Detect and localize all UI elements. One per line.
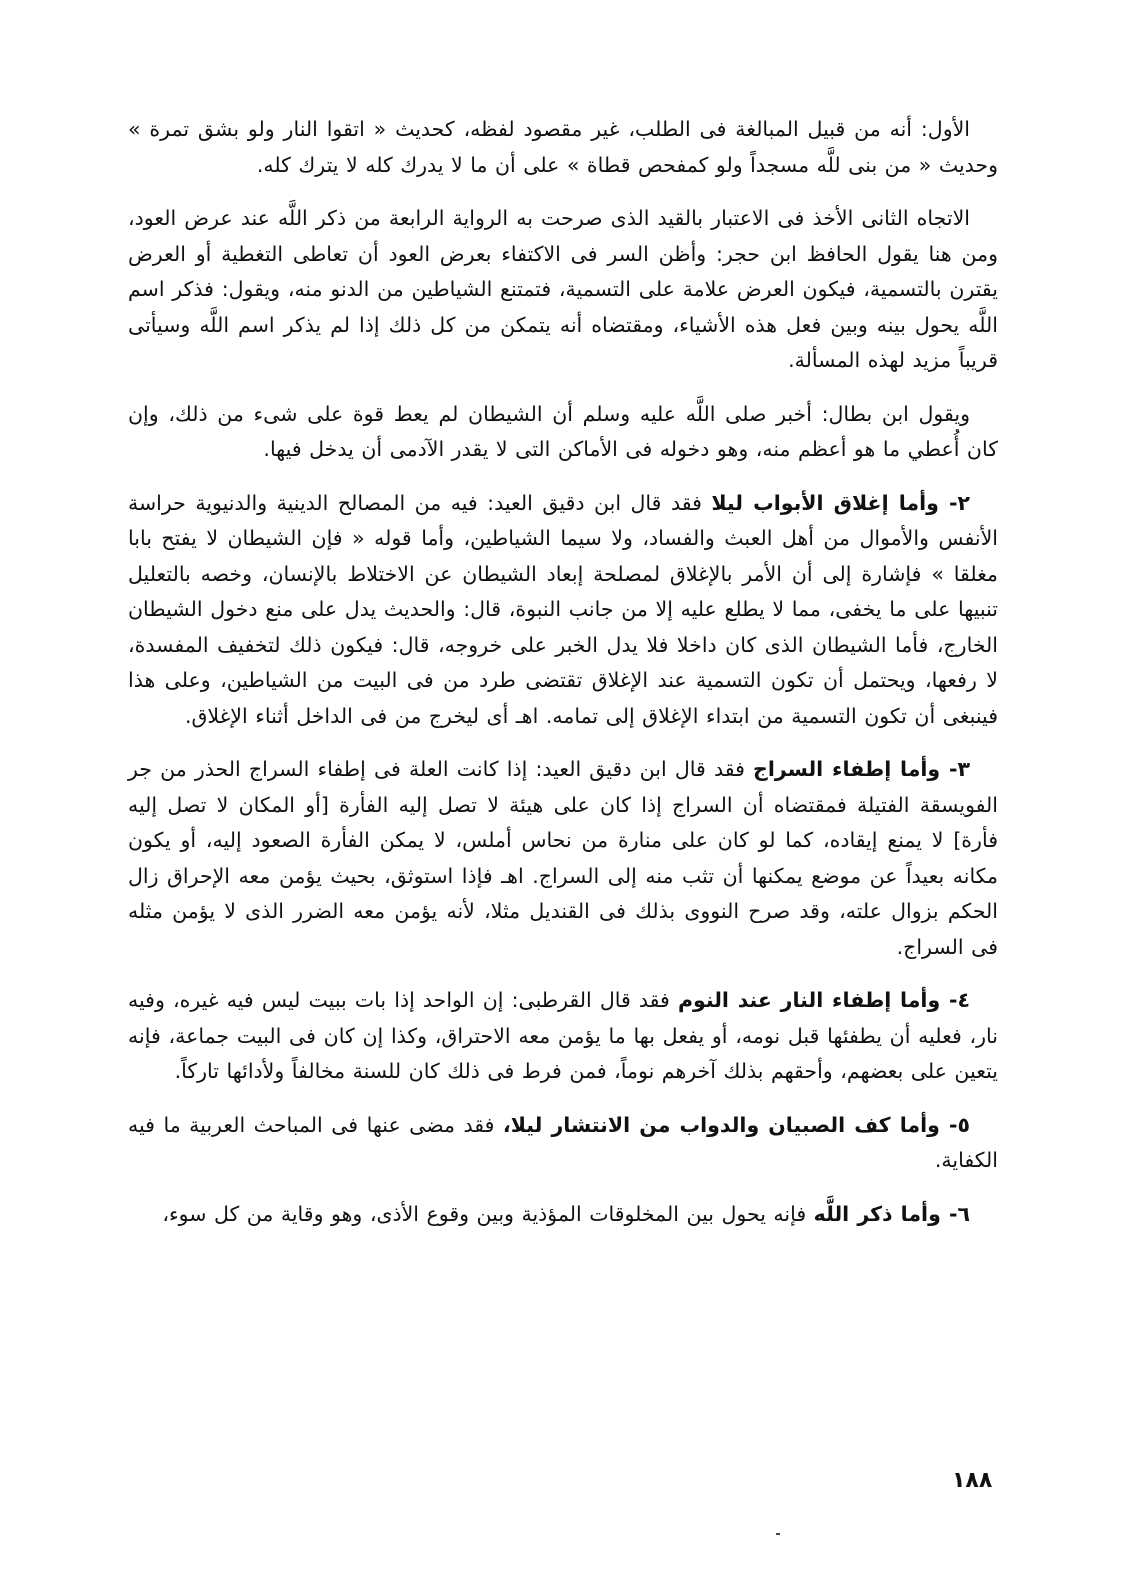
paragraph-item-2-closing-doors [128, 486, 998, 735]
item-heading: ٣- وأما إطفاء السراج [753, 757, 970, 781]
item-heading: ٢- وأما إغلاق الأبواب ليلا [711, 490, 970, 515]
scan-artifact [776, 1533, 780, 1535]
book-page-body [128, 112, 998, 1250]
paragraph-text: فقد مضى عنها فى المباحث العربية ما فيه الكفاية. [128, 1112, 998, 1172]
page-number: ١٨٨ [952, 1468, 993, 1493]
paragraph-text: ويقول ابن بطال: أخبر صلى اللَّه عليه وسلم أن الشيطان لم يعط قوة على شىء من ذلك، وإن كان أُعطي ما هو أعظم منه، وهو دخوله فى الأماكن التى لا يقدر الآدمى أن يدخل فيها. [128, 401, 998, 461]
paragraph-item-3-lamp [128, 752, 998, 965]
item-heading: ٤- وأما إطفاء النار عند النوم [677, 988, 970, 1012]
paragraph-first-view [128, 112, 998, 183]
paragraph-item-4-fire [128, 983, 998, 1090]
paragraph-text: الاتجاه الثانى الأخذ فى الاعتبار بالقيد الذى صرحت به الرواية الرابعة من ذكر اللَّه عند عرض العود، ومن هنا يقول الحافظ ابن حجر: وأظن السر فى الاكتفاء بعرض العود أن تعاطى التغطية أو العرض يقترن بالتسمية، فيكون العرض علامة على التسمية، فتمتنع الشياطين من الدنو منه، ويقول: فذكر اسم اللَّه يحول بينه وبين فعل هذه الأشياء، ومقتضاه أنه يتمكن من كل ذلك إذا لم يذكر اسم اللَّه وسيأتى قريباً مزيد لهذه المسألة. [128, 206, 998, 372]
paragraph-text: فقد قال ابن دقيق العيد: إذا كانت العلة فى إطفاء السراج الحذر من جر الفويسقة الفتيلة فمقتضاه أن السراج إذا كان على هيئة لا تصل إليه الفأرة [أو المكان لا تصل إليه فأرة] لا يمنع إيقاده، كما لو كان على منارة من نحاس أملس، لا يمكن الفأرة الصعود إليه، أو يكون مكانه بعيداً عن موضع يمكنها أن تثب منه إلى السراج. اهـ فإذا استوثق، بحيث يؤمن معه الإحراق زال الحكم بزوال علته، وقد صرح النووى بذلك فى القنديل مثلا، لأنه يؤمن معه الضرر الذى لا يؤمن مثله فى السراج. [128, 757, 998, 959]
paragraph-ibn-battal [128, 397, 998, 468]
paragraph-item-5-children [128, 1108, 998, 1179]
paragraph-text: فقد قال ابن دقيق العيد: فيه من المصالح الدينية والدنيوية حراسة الأنفس والأموال من أهل العبث والفساد، ولا سيما الشياطين، وأما قوله « فإن الشيطان لا يفتح بابا مغلقا » فإشارة إلى أن الأمر بالإغلاق لمصلحة إبعاد الشيطان عن الاختلاط بالإنسان، وخصه بالتعليل تنبيها على ما يخفى، مما لا يطلع عليه إلا من جانب النبوة، قال: والحديث يدل على منع دخول الشيطان الخارج، فأما الشيطان الذى كان داخلا فلا يدل الخبر على خروجه، قال: فيكون ذلك لتخفيف المفسدة، لا رفعها، ويحتمل أن تكون التسمية عند الإغلاق تقتضى طرد من فى البيت من الشياطين، وعلى هذا فينبغى أن تكون التسمية من ابتداء الإغلاق إلى تمامه. اهـ أى ليخرج من فى الداخل أثناء الإغلاق. [128, 490, 998, 728]
paragraph-item-6-remembrance [128, 1197, 998, 1233]
paragraph-second-view [128, 201, 998, 379]
paragraph-text: الأول: أنه من قبيل المبالغة فى الطلب، غير مقصود لفظه، كحديث « اتقوا النار ولو بشق تمرة » وحديث « من بنى للَّه مسجداً ولو كمفحص قطاة » على أن ما لا يدرك كله لا يترك كله. [128, 117, 998, 177]
paragraph-text: فقد قال القرطبى: إن الواحد إذا بات ببيت ليس فيه غيره، وفيه نار، فعليه أن يطفئها قبل نومه، أو يفعل بها ما يؤمن معه الاحتراق، وكذا إن كان فى البيت جماعة، فإنه يتعين على بعضهم، وأحقهم بذلك آخرهم نوماً، فمن فرط فى ذلك كان للسنة مخالفاً ولأدائها تاركاً. [128, 988, 998, 1083]
item-heading: ٦- وأما ذكر اللَّه [813, 1201, 970, 1226]
item-heading: ٥- وأما كف الصبيان والدواب من الانتشار ليلا، [502, 1112, 970, 1137]
paragraph-text: فإنه يحول بين المخلوقات المؤذية وبين وقوع الأذى، وهو وقاية من كل سوء، [162, 1201, 814, 1226]
